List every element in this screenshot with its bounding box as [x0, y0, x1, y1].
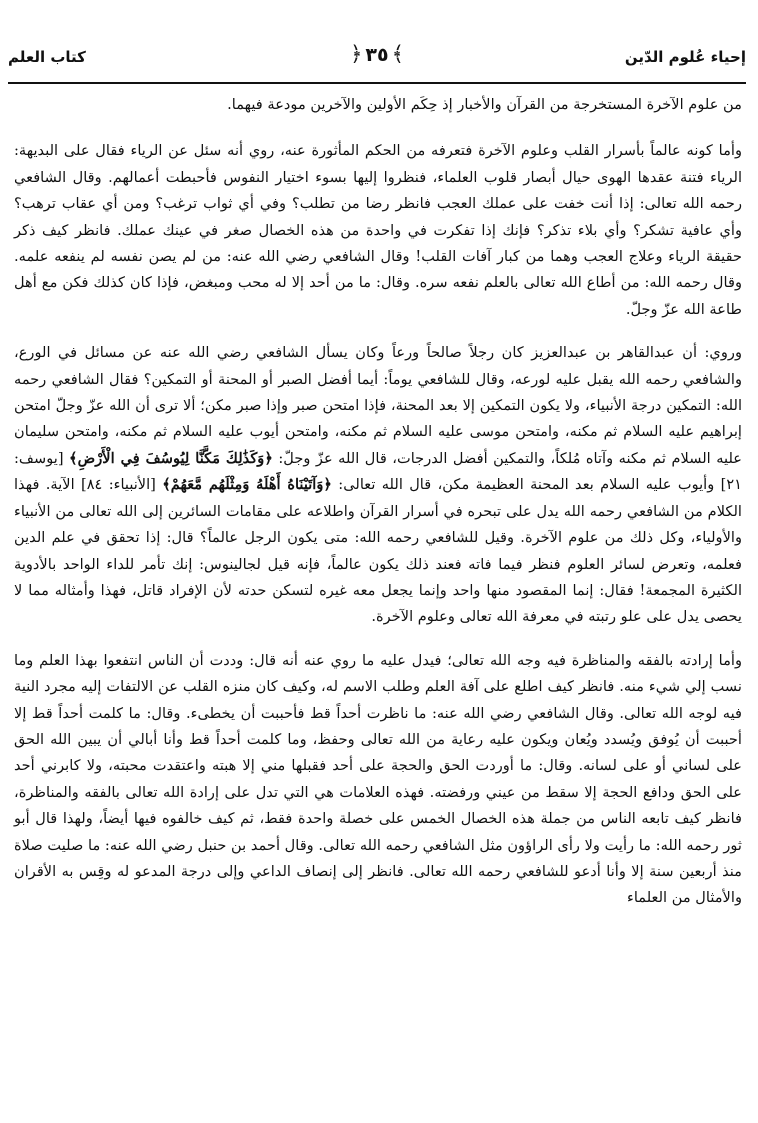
paragraph-text: وروي: أن عبدالقاهر بن عبدالعزيز كان رجلاً صالحاً ورعاً وكان يسأل الشافعي رضي الله عنه عن مسائل في الورع، والشافعي رحمه الله يقبل عليه لورعه، وقال للشافعي يوماً: أيما أفضل الصبر أو المحنة أو التمكين؟ فقال الشافعي رحمه الله: التمكين درجة الأنبياء، ولا يكون التمكين إلا بعد المحنة، فإذا امتحن صبر وإذا صبر مكن؛ ألا ترى أن الله عزّ وجلّ امتحن إبراهيم عليه السلام ثم مكنه، وامتحن موسى عليه السلام ثم مكنه، وامتحن أيوب عليه السلام ثم مكنه، وامتحن سليمان عليه السلام ثم مكنه وآتاه مُلكاً، والتمكين أفضل الدرجات، قال الله عزّ وجلّ: [14, 344, 742, 467]
ornamental-brace-open: ﴾ [391, 42, 404, 66]
body-paragraph [14, 138, 742, 323]
paragraph-text: من علوم الآخرة المستخرجة من القرآن والأخبار إذ حِكَم الأولين والآخرين مودعة فيهما. [227, 96, 742, 113]
quran-verse: ﴿وَآتَيْنَاهُ أَهْلَهُ وَمِثْلَهُم مَّعَهُمْ﴾ [162, 476, 332, 494]
page-number: ٣٥ [365, 44, 389, 66]
book-title: إحياء عُلوم الدّين [624, 48, 746, 66]
paragraph-text: [يوسف: ٢١] وأيوب عليه السلام بعد المحنة العظيمة مكن، قال الله تعالى: [14, 449, 742, 494]
ornamental-brace-close: ﴿ [350, 42, 363, 66]
paragraph-text: وأما إرادته بالفقه والمناظرة فيه وجه الله تعالى؛ فيدل عليه ما روي عنه أنه قال: وددت أن الناس انتفعوا بهذا العلم وما نسب إلي شيء منه. فانظر كيف اطلع على آفة العلم وطلب الاسم له، وكيف كان منزه القلب عن الالتفات إليه مجرد النية فيه لوجه الله تعالى. وقال الشافعي رضي الله عنه: ما ناظرت أحداً قط فأحببت أن يخطىء. وقال: ما كلمت أحداً قط إلا أحببت أن يُوفق ويُسدد ويُعان ويكون عليه رعاية من الله تعالى وحفظ، وما كلمت أحداً قط وأنا أبالي أن يبين الله الحق على لساني أو على لسانه. وقال: ما أوردت الحق والحجة على أحد فقبلها مني إلا هبته واعتقدت محبته، ولا كابرني أحد على الحق ودافع الحجة إلا سقط من عيني ورفضته. فهذه العلامات هي التي تدل على إرادة الله تعالى بالفقه والمناظرة، فانظر كيف تابعه الناس من جملة هذه الخصال الخمس على خصلة واحدة فقط، ثم كيف خالفوه فيها أيضاً، ولهذا قال أبو ثور رحمه الله: ما رأيت ولا رأى الراؤون مثل الشافعي رحمه الله تعالى. وقال أحمد بن حنبل رضي الله عنه: ما صليت صلاة منذ أربعين سنة إلا وأنا أدعو للشافعي رحمه الله تعالى. فانظر إلى إنصاف الداعي وإلى درجة المدعو له وقِس به الأقران والأمثال من العلماء [14, 651, 742, 907]
quran-verse: ﴿وَكَذَٰلِكَ مَكَّنَّا لِيُوسُفَ فِي الْأَرْضِ﴾ [69, 449, 273, 467]
paragraph-text: [الأنبياء: ٨٤] الآية. فهذا الكلام من الشافعي رحمه الله يدل على تبحره في أسرار القرآن واطلاعه على مقامات السائرين إلى الله تعالى من الأنبياء والأولياء، وكل ذلك من علوم الآخرة. وقيل للشافعي رحمه الله: متى يكون الرجل عالماً؟ قال: إذا تحقق في علم الدين فعلمه، وتعرض لسائر العلوم فنظر فيما فاته فعند ذلك يكون عالماً، فإنه قيل لجالينوس: إنك تأمر للداء الواحد بالأدوية الكثيرة المجمعة! فقال: إنما المقصود منها واحد وإنما يجعل معه غيره لتسكن حدته لأن الإفراد قاتل، فهذا وأمثاله مما لا يحصى يدل على علو رتبته في معرفة الله تعالى وعلوم الآخرة. [14, 476, 742, 626]
chapter-title: كتاب العلم [8, 48, 86, 66]
page-body [14, 92, 742, 929]
paragraph-text: وأما كونه عالماً بأسرار القلب وعلوم الآخرة فتعرفه من الحكم المأثورة عنه، روي أنه سئل عن الرياء فقال على البديهة: الرياء فتنة عقدها الهوى حيال أبصار قلوب العلماء، فنظروا إليها بسوء اختيار النفوس فأحبطت أعمالهم. وقال الشافعي رحمه الله تعالى: إذا أنت خفت على عملك العجب فانظر رضا من تطلب؟ وفي أي ثواب ترغب؟ ومن أي عقاب ترهب؟ وأي عافية تشكر؟ وأي بلاء تذكر؟ فإنك إذا تفكرت في واحدة من هذه الخصال صغر في عينك عملك. فانظر كيف ذكر حقيقة الرياء وعلاج العجب وهما من كبار آفات القلب! وقال الشافعي رضي الله عنه: من لم يصن نفسه لم ينفعه علمه. وقال رحمه الله: من أطاع الله تعالى بالعلم نفعه سره. وقال: ما من أحد إلا له محب ومبغض، فإذا كان كذلك فكن مع أهل طاعة الله عزّ وجلّ. [14, 142, 742, 318]
body-paragraph [14, 648, 742, 912]
page-header [8, 42, 746, 82]
page-number-block [347, 42, 407, 66]
body-paragraph [14, 92, 742, 118]
header-divider [8, 82, 746, 84]
body-paragraph [14, 340, 742, 630]
